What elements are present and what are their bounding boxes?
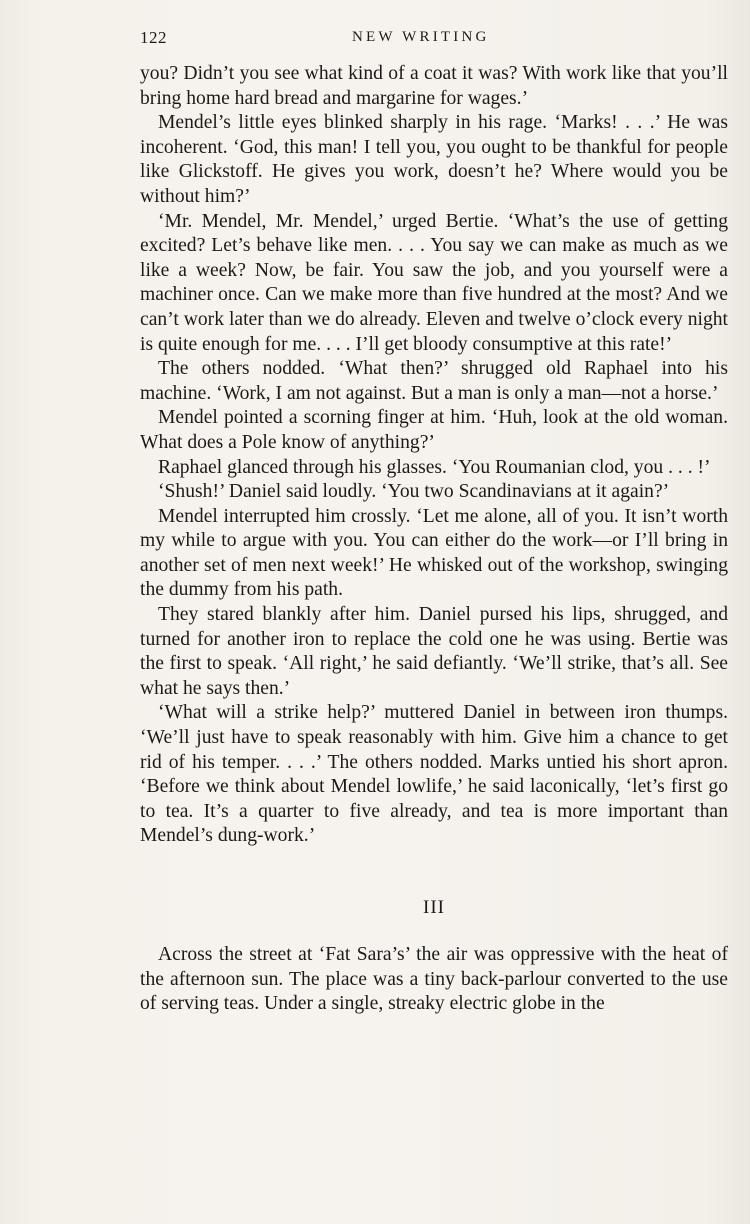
paragraph: Across the street at ‘Fat Sara’s’ the air was oppressive with the heat of the afternoon sun. The place was a tiny back-parlour converted to the use of serving teas. Under a single, streaky electric globe in the (140, 944, 728, 1015)
paragraph: Mendel’s little eyes blinked sharply in his rage. ‘Marks! . . .’ He was incoherent. ‘God, this man! I tell you, you ought to be thankful for people like Glickstoff. He gives you work, doesn’t he? Where would you be without him?’ (140, 112, 728, 207)
paragraph: Mendel interrupted him crossly. ‘Let me alone, all of you. It isn’t worth my while to argue with you. You can either do the work—or I’ll bring in another set of men next week!’ He whisked out of the workshop, swinging the dummy from his path. (140, 505, 728, 601)
body-text (140, 62, 728, 849)
paragraph: They stared blankly after him. Daniel pursed his lips, shrugged, and turned for another iron to replace the cold one he was using. Bertie was the first to speak. ‘All right,’ he said defiantly. ‘We’ll strike, that’s all. See what he says then.’ (140, 604, 728, 699)
running-head: NEW WRITING (352, 29, 490, 45)
paragraph: ‘Mr. Mendel, Mr. Mendel,’ urged Bertie. ‘What’s the use of getting excited? Let’s behave like men. . . . You say we can make as much as we like a week? Now, be fair. You saw the job, and you yourself were a machiner once. Can we make more than five hundred at the most? And we can’t work later than we do already. Eleven and twelve o’clock every night is quite enough for me. . . . I’ll get bloody consumptive at this rate!’ (140, 210, 728, 355)
page-number: 122 (140, 28, 167, 47)
paragraph: The others nodded. ‘What then?’ shrugged old Raphael into his machine. ‘Work, I am not against. But a man is only a man—not a horse.’ (140, 358, 728, 404)
paragraph: you? Didn’t you see what kind of a coat it was? With work like that you’ll bring home hard bread and margarine for wages.’ (140, 63, 728, 109)
paragraph: Mendel pointed a scorning finger at him. ‘Huh, look at the old woman. What does a Pole know of anything?’ (140, 407, 728, 453)
section-body-text (140, 943, 728, 1017)
section-heading: III (423, 897, 445, 918)
paragraph: ‘What will a strike help?’ muttered Daniel in between iron thumps. ‘We’ll just have to speak reasonably with him. Give him a chance to get rid of his temper. . . .’ The others nodded. Marks untied his short apron. ‘Before we think about Mendel lowlife,’ he said laconically, ‘let’s first go to tea. It’s a quarter to five already, and tea is more important than Mendel’s dung-work.’ (140, 702, 728, 847)
paragraph: Raphael glanced through his glasses. ‘You Roumanian clod, you . . . !’ (158, 456, 711, 478)
paragraph: ‘Shush!’ Daniel said loudly. ‘You two Scandinavians at it again?’ (158, 481, 670, 503)
page-header (140, 28, 728, 52)
